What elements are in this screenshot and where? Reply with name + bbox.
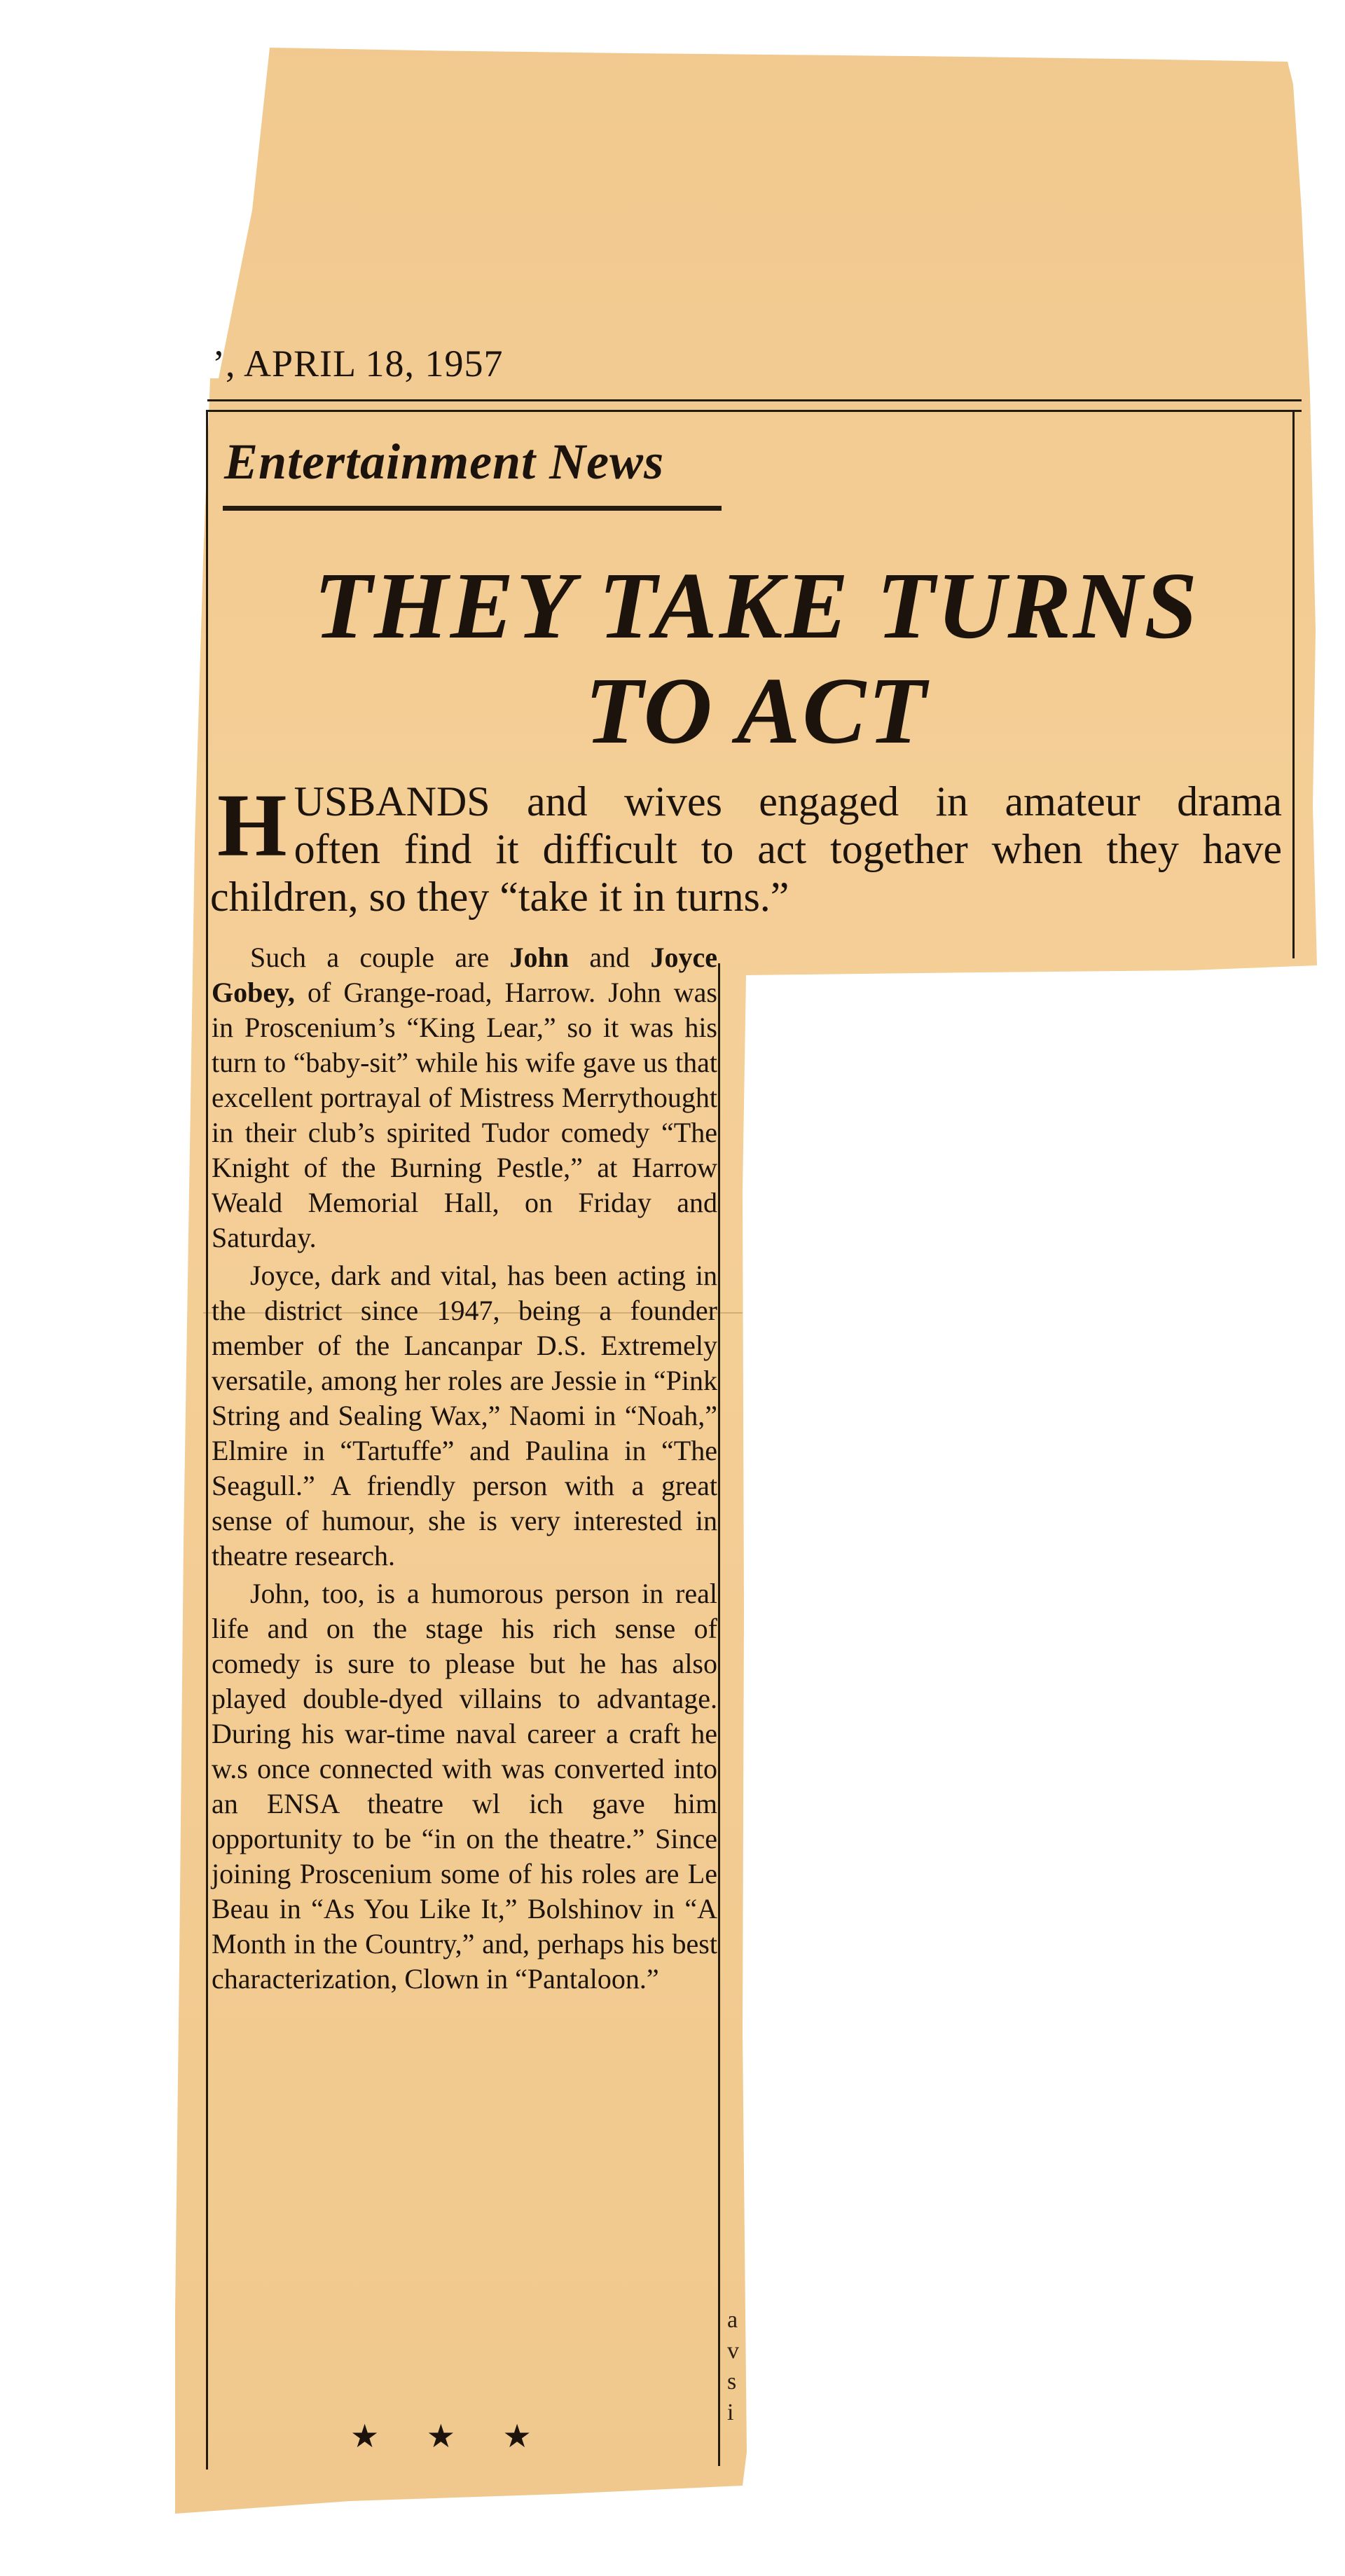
column-divider-rule: [718, 963, 720, 2466]
top-rule-inner: [207, 410, 1302, 412]
body-paragraph-2: Joyce, dark and vital, has been acting in the district since 1947, being a founder member of the Lancanpar D.S. Extremely versatile, among her roles are Jessie in “Pink String and Sealing Wax,” Naomi in “Noah,” Elmire in “Tartuffe” and Paulina in “The Seagull.” A friendly person with a great sense of humour, she is very interested in theatre research.: [212, 1260, 717, 1571]
adjacent-column-fragment: [727, 2305, 744, 2428]
headline-line-1: THEY TAKE TURNS: [313, 553, 1200, 659]
section-label: Entertainment News: [224, 434, 665, 490]
section-stars: ★ ★ ★: [350, 2418, 551, 2454]
dateline: ’, APRIL 18, 1957: [212, 343, 504, 385]
edge-letter: v: [727, 2338, 739, 2364]
name-joyce-gobey: Joyce Gobey,: [212, 942, 717, 1008]
section-underline: [223, 506, 722, 511]
lead-paragraph: [210, 778, 1282, 921]
lead-line-2: often find it difficult to act together when they have: [294, 826, 1282, 872]
edge-letter: i: [727, 2399, 734, 2425]
para1-text-rest: of Grange-road, Harrow. John was in Proscenium’s “King Lear,” so it was his turn to “baby-sit” while his wife gave us that excellent portrayal of Mistress Merrythought in their club’s spirited Tudor comedy “The Knight of the Burning Pestle,” at Harrow Weald Memorial Hall, on Friday and Saturday.: [212, 977, 717, 1253]
para1-text-mid: and: [569, 942, 651, 973]
para1-text-start: Such a couple are: [250, 942, 510, 973]
lead-line-3: children, so they “take it in turns.”: [210, 874, 789, 920]
edge-letter: s: [727, 2369, 737, 2395]
edge-letter: a: [727, 2307, 738, 2333]
article-body: [212, 940, 717, 1997]
top-rule: [207, 399, 1302, 401]
body-paragraph-1: [212, 940, 717, 1255]
left-column-rule: [206, 410, 208, 2470]
drop-cap: H: [217, 776, 287, 875]
lead-line-1: USBANDS and wives engaged in amateur drama: [294, 778, 1282, 825]
right-column-rule: [1292, 412, 1295, 958]
body-paragraph-3: John, too, is a humorous person in real life and on the stage his rich sense of comedy is sure to please but he has also played double-dyed villains to advantage. During his war-time naval career a craft he w.s once connected with was converted into an ENSA theatre wl ich gave him opportunity to be “in on the theatre.” Since joining Proscenium some of his roles are Le Beau in “As You Like It,” Bolshinov in “A Month in the Country,” and, perhaps his best characterization, Clown in “Pantaloon.”: [212, 1578, 717, 1995]
headline: [231, 553, 1282, 764]
headline-line-2: TO ACT: [584, 659, 929, 764]
name-john: John: [509, 942, 570, 973]
